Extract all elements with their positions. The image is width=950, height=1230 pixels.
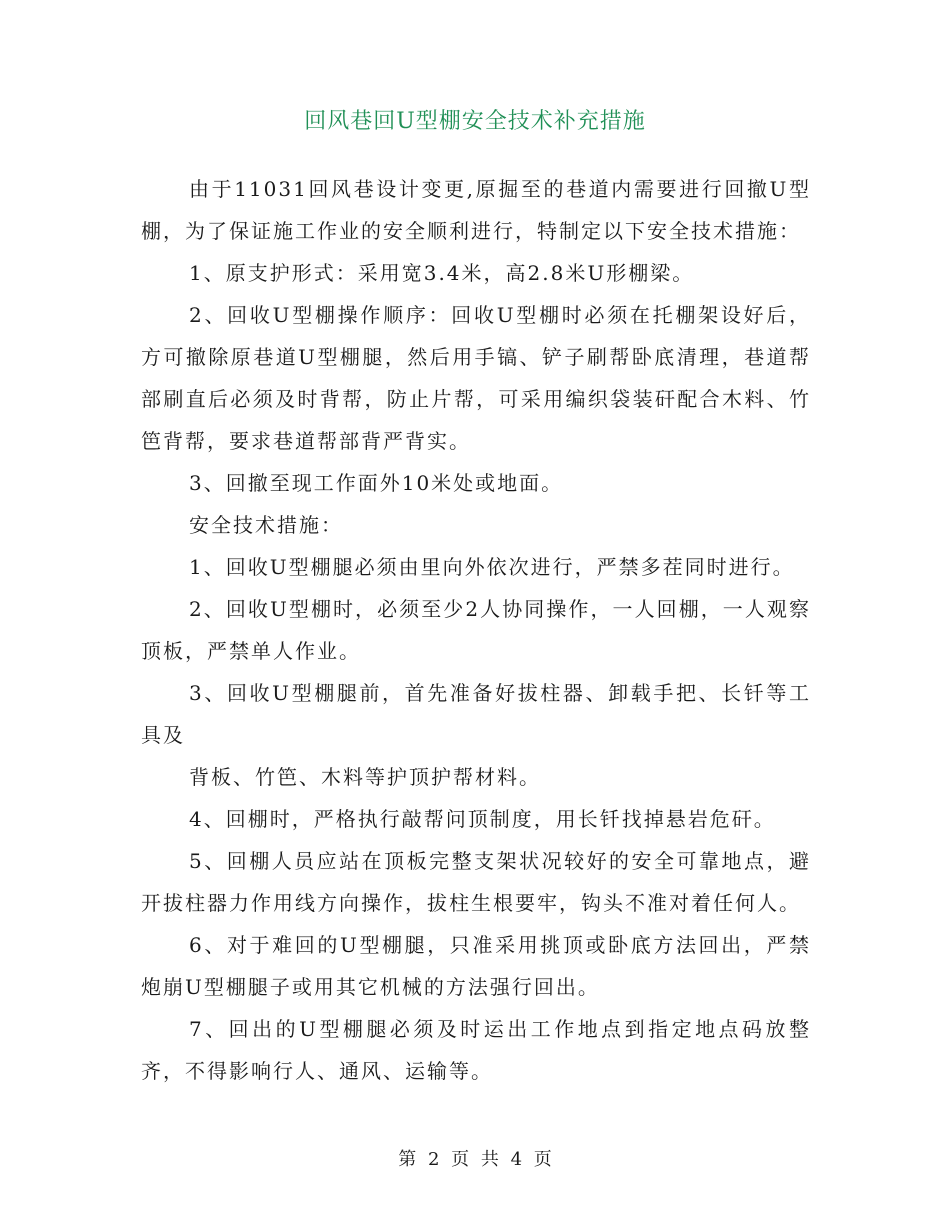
paragraph-measure-6: 6、对于难回的U型棚腿，只准采用挑顶或卧底方法回出，严禁炮崩U型棚腿子或用其它机械的方法强行回出。 xyxy=(141,933,811,999)
paragraph-support-form: 1、原支护形式：采用宽3.4米，高2.8米U形棚梁。 xyxy=(189,261,695,285)
paragraph-recovery-sequence: 2、回收U型棚操作顺序：回收U型棚时必须在托棚架设好后，方可撤除原巷道U型棚腿，然后用手镐、铲子刷帮卧底清理，巷道帮部刷直后必须及时背帮，防止片帮，可采用编织袋装矸配合木料、竹笆背帮，要求巷道帮部背严背实。 xyxy=(141,303,811,453)
paragraph-measure-1: 1、回收U型棚腿必须由里向外依次进行，严禁多茬同时进行。 xyxy=(189,555,795,579)
paragraph-measure-7: 7、回出的U型棚腿必须及时运出工作地点到指定地点码放整齐，不得影响行人、通风、运输等。 xyxy=(141,1017,811,1083)
paragraph-withdraw-location: 3、回撤至现工作面外10米处或地面。 xyxy=(189,471,564,495)
document-body xyxy=(141,168,811,1092)
paragraph-intro: 由于11031回风巷设计变更,原掘至的巷道内需要进行回撤U型棚，为了保证施工作业的安全顺利进行，特制定以下安全技术措施： xyxy=(141,177,811,243)
paragraph-measure-4: 4、回棚时，严格执行敲帮问顶制度，用长钎找掉悬岩危矸。 xyxy=(189,807,776,831)
section-heading-safety-measures: 安全技术措施： xyxy=(189,513,343,537)
paragraph-measure-3: 3、回收U型棚腿前，首先准备好拔柱器、卸载手把、长钎等工具及 xyxy=(141,681,811,747)
paragraph-measure-5: 5、回棚人员应站在顶板完整支架状况较好的安全可靠地点，避开拔柱器力作用线方向操作，拔柱生根要牢，钩头不准对着任何人。 xyxy=(141,849,811,915)
document-title: 回风巷回U型棚安全技术补充措施 xyxy=(304,109,646,134)
paragraph-measure-2: 2、回收U型棚时，必须至少2人协同操作，一人回棚，一人观察顶板，严禁单人作业。 xyxy=(141,597,811,663)
paragraph-measure-3-continued: 背板、竹笆、木料等护顶护帮材料。 xyxy=(189,765,541,789)
page-number-footer: 第 2 页 共 4 页 xyxy=(398,1149,552,1170)
